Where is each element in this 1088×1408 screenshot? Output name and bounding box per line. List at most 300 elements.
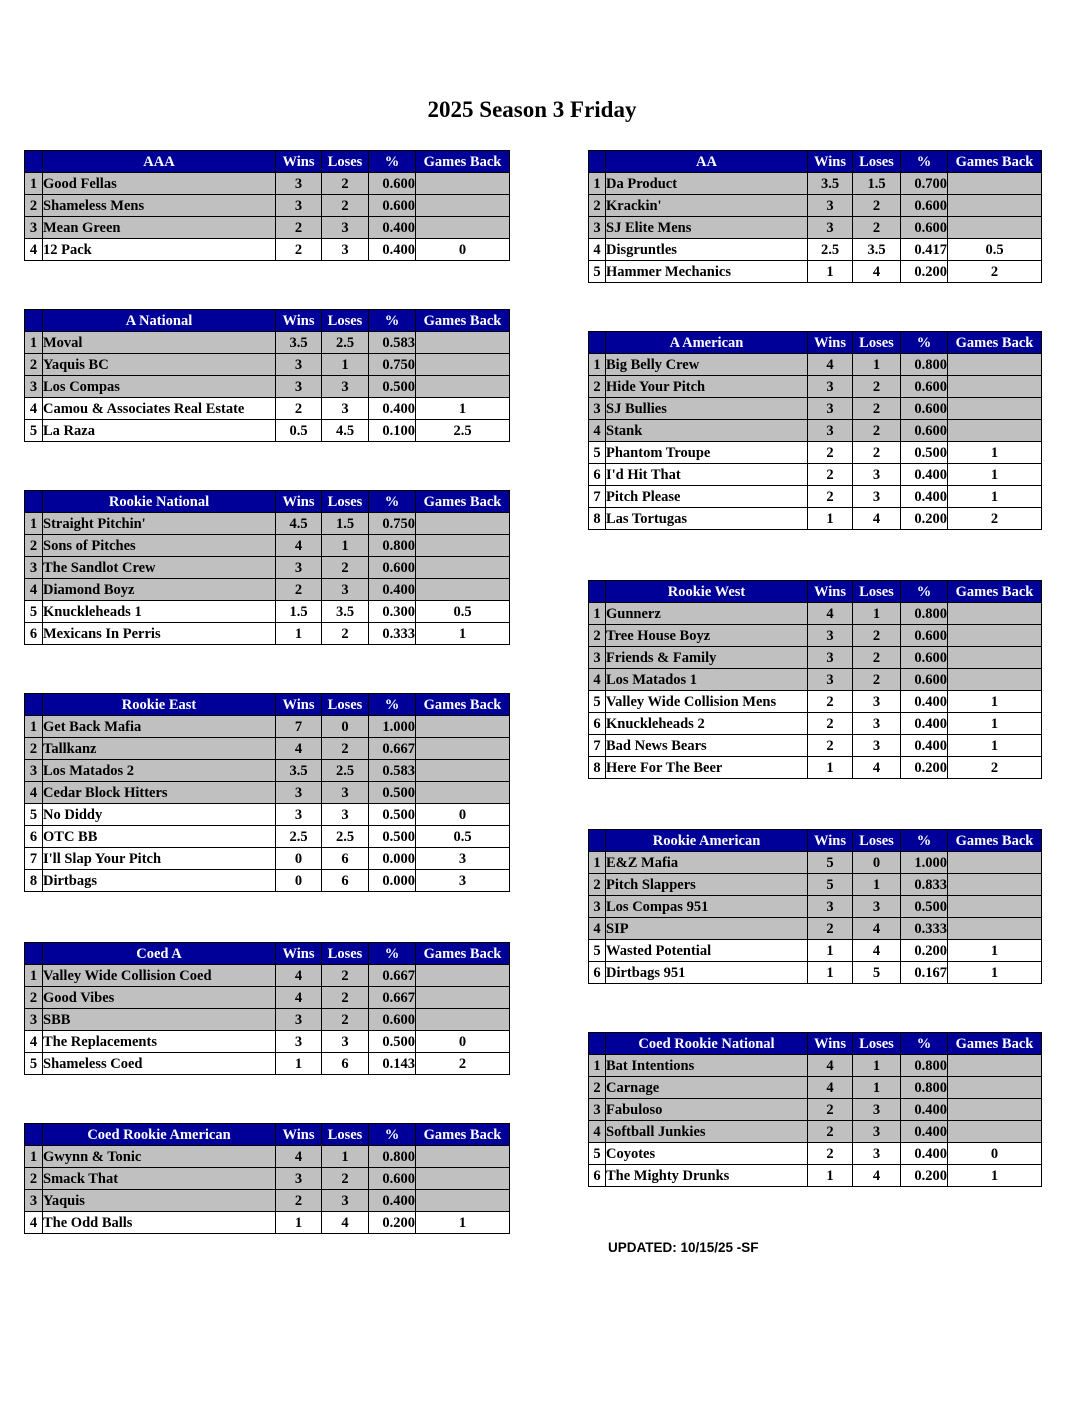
team-wins: 4 [276, 1146, 322, 1168]
team-loses: 3 [853, 691, 901, 713]
team-games-back [416, 195, 510, 217]
team-name: Tree House Boyz [606, 625, 808, 647]
team-pct: 0.600 [369, 173, 416, 195]
team-rank: 3 [589, 398, 606, 420]
wins-header: Wins [276, 151, 322, 173]
team-rank: 8 [25, 870, 43, 892]
team-row [589, 1165, 1042, 1187]
team-name: Valley Wide Collision Mens [606, 691, 808, 713]
pct-header: % [369, 491, 416, 513]
team-name: The Sandlot Crew [43, 557, 276, 579]
team-row [25, 195, 510, 217]
team-rank: 5 [25, 420, 43, 442]
team-loses: 2 [853, 647, 901, 669]
team-name: 12 Pack [43, 239, 276, 261]
team-row [25, 420, 510, 442]
team-games-back: 0 [416, 239, 510, 261]
team-games-back [948, 398, 1042, 420]
team-rank: 2 [25, 738, 43, 760]
team-row [25, 601, 510, 623]
team-loses: 6 [322, 870, 369, 892]
team-wins: 3 [808, 647, 853, 669]
team-games-back [948, 669, 1042, 691]
team-loses: 2 [853, 420, 901, 442]
team-rank: 3 [589, 217, 606, 239]
team-name: Gwynn & Tonic [43, 1146, 276, 1168]
team-wins: 3 [276, 173, 322, 195]
team-row [589, 625, 1042, 647]
team-name: Los Compas [43, 376, 276, 398]
team-row [589, 354, 1042, 376]
team-games-back [948, 195, 1042, 217]
team-name: Coyotes [606, 1143, 808, 1165]
team-pct: 0.500 [369, 804, 416, 826]
games-back-header: Games Back [416, 151, 510, 173]
rank-header [25, 310, 43, 332]
team-pct: 0.200 [901, 940, 948, 962]
team-games-back [948, 852, 1042, 874]
team-wins: 3 [276, 1168, 322, 1190]
team-row [589, 508, 1042, 530]
team-games-back: 1 [948, 442, 1042, 464]
team-rank: 6 [25, 623, 43, 645]
team-name: Yaquis BC [43, 354, 276, 376]
team-pct: 0.400 [369, 398, 416, 420]
team-row [589, 1099, 1042, 1121]
team-pct: 0.600 [901, 195, 948, 217]
team-name: Diamond Boyz [43, 579, 276, 601]
team-pct: 0.400 [901, 691, 948, 713]
team-pct: 0.000 [369, 870, 416, 892]
division-name: Coed A [43, 943, 276, 965]
team-games-back: 1 [948, 464, 1042, 486]
team-wins: 3 [276, 376, 322, 398]
team-pct: 0.667 [369, 987, 416, 1009]
team-games-back [416, 1009, 510, 1031]
pct-header: % [369, 151, 416, 173]
team-row [25, 848, 510, 870]
team-games-back [948, 874, 1042, 896]
team-rank: 1 [25, 965, 43, 987]
team-pct: 0.300 [369, 601, 416, 623]
team-wins: 2 [808, 1143, 853, 1165]
team-name: SIP [606, 918, 808, 940]
team-name: No Diddy [43, 804, 276, 826]
games-back-header: Games Back [948, 830, 1042, 852]
games-back-header: Games Back [948, 332, 1042, 354]
team-rank: 2 [589, 1077, 606, 1099]
team-row [589, 647, 1042, 669]
team-rank: 2 [589, 874, 606, 896]
header-row [589, 1033, 1042, 1055]
team-loses: 4 [853, 508, 901, 530]
team-wins: 3 [276, 804, 322, 826]
team-rank: 2 [25, 535, 43, 557]
team-name: The Odd Balls [43, 1212, 276, 1234]
team-loses: 2 [853, 625, 901, 647]
rank-header [589, 151, 606, 173]
team-games-back: 0 [948, 1143, 1042, 1165]
team-games-back [416, 716, 510, 738]
pct-header: % [369, 943, 416, 965]
team-rank: 3 [25, 760, 43, 782]
division-table-a-american [588, 331, 1042, 530]
pct-header: % [901, 1033, 948, 1055]
team-loses: 3 [853, 486, 901, 508]
team-rank: 7 [589, 735, 606, 757]
team-loses: 3 [853, 1099, 901, 1121]
team-wins: 2 [808, 1099, 853, 1121]
team-wins: 2 [808, 486, 853, 508]
team-pct: 0.600 [901, 217, 948, 239]
team-wins: 2 [808, 918, 853, 940]
team-loses: 6 [322, 848, 369, 870]
team-loses: 1 [853, 874, 901, 896]
team-row [589, 918, 1042, 940]
team-pct: 0.500 [369, 376, 416, 398]
wins-header: Wins [808, 332, 853, 354]
team-wins: 2 [276, 1190, 322, 1212]
team-name: Get Back Mafia [43, 716, 276, 738]
team-row [589, 940, 1042, 962]
games-back-header: Games Back [416, 943, 510, 965]
team-games-back [948, 647, 1042, 669]
team-pct: 1.000 [369, 716, 416, 738]
team-pct: 0.400 [901, 1099, 948, 1121]
team-rank: 3 [25, 217, 43, 239]
team-name: Wasted Potential [606, 940, 808, 962]
team-loses: 4 [853, 261, 901, 283]
team-row [25, 987, 510, 1009]
team-games-back: 0 [416, 804, 510, 826]
team-row [589, 603, 1042, 625]
team-wins: 4 [808, 354, 853, 376]
team-rank: 4 [589, 669, 606, 691]
division-name: A American [606, 332, 808, 354]
team-wins: 3 [808, 420, 853, 442]
games-back-header: Games Back [948, 1033, 1042, 1055]
team-wins: 3 [808, 669, 853, 691]
team-name: Friends & Family [606, 647, 808, 669]
team-games-back [416, 760, 510, 782]
team-row [25, 1212, 510, 1234]
team-loses: 2.5 [322, 760, 369, 782]
division-table-coed-a [24, 942, 510, 1075]
team-name: Disgruntles [606, 239, 808, 261]
team-loses: 3 [853, 735, 901, 757]
team-wins: 4 [808, 603, 853, 625]
team-row [25, 760, 510, 782]
team-wins: 5 [808, 874, 853, 896]
team-games-back: 3 [416, 870, 510, 892]
team-name: Shameless Mens [43, 195, 276, 217]
team-row [25, 239, 510, 261]
team-games-back [948, 1099, 1042, 1121]
team-games-back [948, 217, 1042, 239]
team-pct: 0.400 [369, 239, 416, 261]
loses-header: Loses [322, 491, 369, 513]
team-row [25, 1146, 510, 1168]
team-pct: 0.600 [901, 669, 948, 691]
team-row [589, 962, 1042, 984]
wins-header: Wins [808, 151, 853, 173]
team-pct: 0.750 [369, 354, 416, 376]
team-name: Los Compas 951 [606, 896, 808, 918]
team-loses: 0 [322, 716, 369, 738]
team-loses: 2 [853, 217, 901, 239]
team-name: Good Vibes [43, 987, 276, 1009]
team-pct: 0.417 [901, 239, 948, 261]
team-games-back: 2 [948, 261, 1042, 283]
team-pct: 0.800 [901, 354, 948, 376]
team-name: Moval [43, 332, 276, 354]
team-name: Carnage [606, 1077, 808, 1099]
team-pct: 0.833 [901, 874, 948, 896]
team-name: Los Matados 2 [43, 760, 276, 782]
games-back-header: Games Back [416, 491, 510, 513]
team-rank: 4 [589, 239, 606, 261]
team-wins: 2 [276, 217, 322, 239]
team-rank: 4 [25, 1212, 43, 1234]
division-name: Rookie American [606, 830, 808, 852]
rank-header [25, 1124, 43, 1146]
team-rank: 3 [589, 896, 606, 918]
team-loses: 3 [322, 1190, 369, 1212]
team-rank: 1 [25, 513, 43, 535]
header-row [589, 830, 1042, 852]
team-pct: 0.700 [901, 173, 948, 195]
team-wins: 2.5 [276, 826, 322, 848]
team-row [25, 870, 510, 892]
team-wins: 2 [808, 691, 853, 713]
team-rank: 7 [25, 848, 43, 870]
pct-header: % [369, 310, 416, 332]
team-row [589, 874, 1042, 896]
team-wins: 1 [808, 508, 853, 530]
team-games-back [948, 1077, 1042, 1099]
rank-header [25, 491, 43, 513]
division-name: Rookie West [606, 581, 808, 603]
team-wins: 2 [808, 713, 853, 735]
team-pct: 0.400 [901, 735, 948, 757]
team-wins: 3 [808, 376, 853, 398]
team-pct: 0.600 [369, 1009, 416, 1031]
team-wins: 3 [276, 1031, 322, 1053]
team-games-back: 1 [416, 623, 510, 645]
team-wins: 1 [808, 940, 853, 962]
team-row [25, 716, 510, 738]
team-games-back [416, 965, 510, 987]
team-loses: 2 [322, 1009, 369, 1031]
team-name: SJ Bullies [606, 398, 808, 420]
team-loses: 3.5 [853, 239, 901, 261]
team-loses: 3 [853, 896, 901, 918]
team-games-back [948, 1055, 1042, 1077]
games-back-header: Games Back [416, 694, 510, 716]
team-rank: 6 [589, 713, 606, 735]
division-name: A National [43, 310, 276, 332]
team-pct: 0.800 [901, 603, 948, 625]
team-games-back: 1 [948, 486, 1042, 508]
team-row [589, 713, 1042, 735]
team-games-back [416, 376, 510, 398]
team-pct: 0.500 [369, 826, 416, 848]
team-rank: 5 [25, 804, 43, 826]
team-rank: 2 [589, 376, 606, 398]
team-wins: 1.5 [276, 601, 322, 623]
team-row [589, 1121, 1042, 1143]
team-name: Good Fellas [43, 173, 276, 195]
rank-header [589, 581, 606, 603]
team-loses: 2 [322, 173, 369, 195]
team-rank: 1 [589, 173, 606, 195]
team-rank: 6 [589, 962, 606, 984]
loses-header: Loses [853, 581, 901, 603]
team-loses: 2 [853, 376, 901, 398]
team-games-back [948, 1121, 1042, 1143]
team-row [589, 896, 1042, 918]
team-loses: 2 [322, 557, 369, 579]
team-name: Here For The Beer [606, 757, 808, 779]
team-loses: 4.5 [322, 420, 369, 442]
team-wins: 4 [276, 987, 322, 1009]
team-loses: 4 [853, 918, 901, 940]
team-loses: 3 [853, 464, 901, 486]
team-rank: 5 [25, 601, 43, 623]
team-pct: 0.200 [901, 757, 948, 779]
team-wins: 1 [276, 1212, 322, 1234]
team-wins: 3 [276, 195, 322, 217]
team-loses: 2 [322, 738, 369, 760]
header-row [589, 151, 1042, 173]
team-row [589, 376, 1042, 398]
team-loses: 1 [853, 603, 901, 625]
team-name: Bat Intentions [606, 1055, 808, 1077]
team-row [25, 535, 510, 557]
team-pct: 0.333 [901, 918, 948, 940]
pct-header: % [901, 151, 948, 173]
team-loses: 2.5 [322, 826, 369, 848]
team-name: Krackin' [606, 195, 808, 217]
team-name: Pitch Slappers [606, 874, 808, 896]
team-rank: 2 [589, 195, 606, 217]
team-wins: 3 [276, 557, 322, 579]
team-wins: 3.5 [276, 760, 322, 782]
team-row [25, 1190, 510, 1212]
team-row [25, 579, 510, 601]
team-games-back: 0 [416, 1031, 510, 1053]
team-pct: 1.000 [901, 852, 948, 874]
team-row [25, 173, 510, 195]
team-row [589, 464, 1042, 486]
team-games-back [416, 1168, 510, 1190]
team-pct: 0.600 [901, 420, 948, 442]
team-name: Tallkanz [43, 738, 276, 760]
team-name: Bad News Bears [606, 735, 808, 757]
team-loses: 3 [322, 579, 369, 601]
team-row [589, 757, 1042, 779]
loses-header: Loses [322, 151, 369, 173]
team-loses: 3 [853, 713, 901, 735]
team-rank: 3 [25, 1190, 43, 1212]
team-row [25, 623, 510, 645]
team-wins: 4 [276, 738, 322, 760]
team-loses: 5 [853, 962, 901, 984]
rank-header [25, 151, 43, 173]
team-pct: 0.200 [901, 1165, 948, 1187]
division-table-coed-rookie-national [588, 1032, 1042, 1187]
team-loses: 1 [322, 354, 369, 376]
division-name: Rookie National [43, 491, 276, 513]
team-name: Valley Wide Collision Coed [43, 965, 276, 987]
team-games-back [416, 535, 510, 557]
team-loses: 3 [322, 239, 369, 261]
team-pct: 0.400 [369, 1190, 416, 1212]
team-games-back [416, 782, 510, 804]
team-loses: 1.5 [853, 173, 901, 195]
loses-header: Loses [853, 1033, 901, 1055]
team-row [589, 1055, 1042, 1077]
team-wins: 2 [808, 735, 853, 757]
team-games-back: 2.5 [416, 420, 510, 442]
team-name: Phantom Troupe [606, 442, 808, 464]
team-loses: 3 [322, 804, 369, 826]
team-name: Cedar Block Hitters [43, 782, 276, 804]
team-pct: 0.583 [369, 332, 416, 354]
team-pct: 0.500 [369, 1031, 416, 1053]
team-name: The Replacements [43, 1031, 276, 1053]
team-row [25, 782, 510, 804]
team-loses: 3.5 [322, 601, 369, 623]
team-pct: 0.600 [369, 195, 416, 217]
pct-header: % [901, 581, 948, 603]
team-loses: 2 [853, 669, 901, 691]
team-name: Gunnerz [606, 603, 808, 625]
team-wins: 4 [276, 965, 322, 987]
team-wins: 3 [276, 354, 322, 376]
team-wins: 2 [276, 398, 322, 420]
wins-header: Wins [808, 830, 853, 852]
team-games-back [948, 603, 1042, 625]
team-row [589, 442, 1042, 464]
team-row [25, 1009, 510, 1031]
team-games-back [416, 579, 510, 601]
wins-header: Wins [276, 310, 322, 332]
team-name: The Mighty Drunks [606, 1165, 808, 1187]
team-wins: 0 [276, 870, 322, 892]
team-row [25, 557, 510, 579]
team-games-back: 1 [948, 713, 1042, 735]
team-pct: 0.400 [901, 1143, 948, 1165]
team-rank: 2 [25, 1168, 43, 1190]
header-row [25, 694, 510, 716]
team-rank: 5 [25, 1053, 43, 1075]
team-rank: 5 [589, 261, 606, 283]
team-rank: 1 [25, 332, 43, 354]
team-name: Mexicans In Perris [43, 623, 276, 645]
team-loses: 3 [853, 1143, 901, 1165]
team-rank: 4 [589, 1121, 606, 1143]
loses-header: Loses [853, 830, 901, 852]
division-name: Coed Rookie American [43, 1124, 276, 1146]
division-table-rookie-east [24, 693, 510, 892]
team-pct: 0.600 [901, 647, 948, 669]
division-table-rookie-west [588, 580, 1042, 779]
header-row [589, 581, 1042, 603]
team-name: Yaquis [43, 1190, 276, 1212]
division-name: Coed Rookie National [606, 1033, 808, 1055]
team-pct: 0.583 [369, 760, 416, 782]
